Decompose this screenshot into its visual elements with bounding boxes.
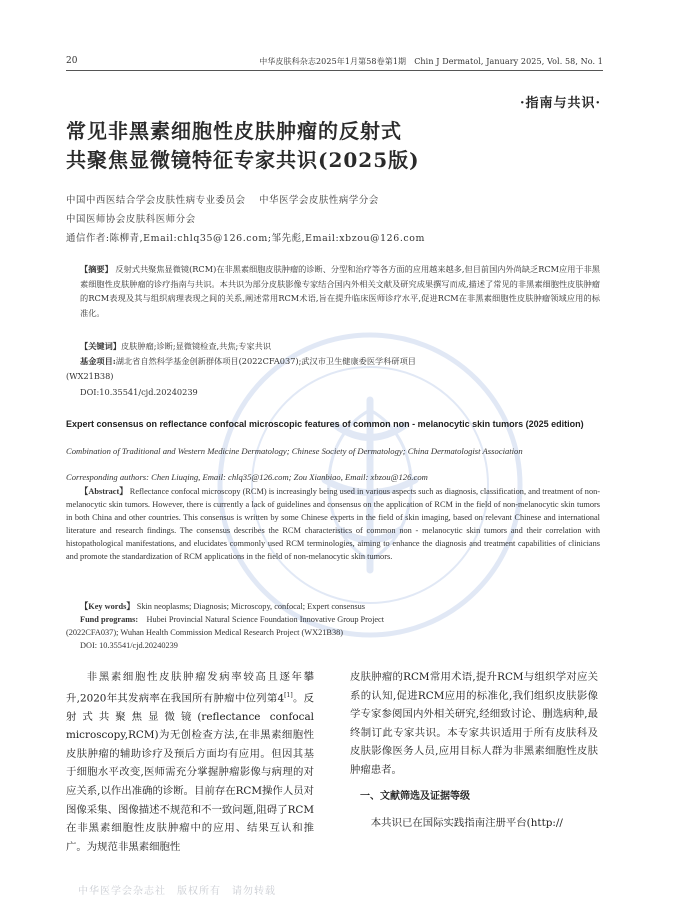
body-column-right bbox=[350, 668, 598, 833]
english-abstract-text: Reflectance confocal microscopy (RCM) is increasingly being used in various aspects such as diagnosis, classification, and treatment of non-melanocytic skin tumors. However, there is currently a lack of guidelines and consensus on the application of RCM in the field of non-melanocytic skin tumors in both China and other countries. This consensus is written by some Chinese experts in the field of skin imaging, based on relevant Chinese and international literature and research findings. The consensus describes the RCM characteristics of common non - melanocytic skin tumors and their correlation with histopathological manifestations, and elucidates commonly used RCM terminologies, aiming to enhance the diagnosis and treatment capabilities of clinicians and promote the standardization of RCM applications in the field of non-melanocytic skin tumors. bbox=[66, 487, 600, 562]
reference-marker: [1] bbox=[284, 691, 293, 699]
fund-cn-cont: (WX21B38) bbox=[66, 371, 114, 381]
page-number: 20 bbox=[66, 56, 78, 66]
body-column-left bbox=[66, 668, 314, 856]
fund-cn bbox=[80, 355, 600, 368]
article-title bbox=[66, 117, 586, 175]
running-head: 中华皮肤科杂志2025年1月第58卷第1期 Chin J Dermatol, January 2025, Vol. 58, No. 1 bbox=[259, 57, 603, 66]
header-rule bbox=[66, 70, 603, 71]
abstract-cn-text: 反射式共聚焦显微镜(RCM)在非黑素细胞皮肤肿瘤的诊断、分型和治疗等各方面的应用越来越多,但目前国内外尚缺乏RCM应用于非黑素细胞性皮肤肿瘤的诊疗指南与共识。本共识为部分皮肤影像专家结合国内外相关文献及研究成果撰写而成,描述了常见的非黑素细胞性皮肤肿瘤的RCM表现及其与组织病理表现之间的关系,阐述常用RCM术语,旨在提升临床医师诊疗水平,促进RCM在非黑素细胞性皮肤肿瘤领域应用的标准化。 bbox=[80, 264, 600, 318]
doi-cn: DOI:10.35541/cjd.20240239 bbox=[80, 387, 198, 397]
english-title: Expert consensus on reflectance confocal microscopic features of common non - melanocytic skin tumors (2025 edition) bbox=[66, 419, 584, 429]
affiliation-line-2: 中国医师协会皮肤科医师分会 bbox=[66, 214, 196, 225]
corresponding-authors: 通信作者:陈柳青,Email:chlq35@126.com;邹先彪,Email:xbzou@126.com bbox=[66, 233, 425, 244]
english-abstract-label: 【Abstract】 bbox=[80, 487, 128, 496]
english-affiliation: Combination of Traditional and Western Medicine Dermatology; Chinese Society of Dermatology; China Dermatologist Association bbox=[66, 446, 523, 456]
intro-paragraph bbox=[66, 668, 314, 856]
english-corresponding: Corresponding authors: Chen Liuqing, Email: chlq35@126.com; Zou Xianbiao, Email: xbzou@126.com bbox=[66, 472, 428, 482]
intro-continuation: 皮肤肿瘤的RCM常用术语,提升RCM与组织学对应关系的认知,促进RCM应用的标准化,我们组织皮肤影像学专家参阅国内外相关研究,经细致讨论、删选病种,最终制订此专家共识。本专家共识适用于所有皮肤科及皮肤影像医务人员,应用目标人群为非黑素细胞性皮肤肿瘤患者。 bbox=[350, 671, 598, 776]
english-keywords bbox=[80, 600, 600, 613]
english-fund-cont: (2022CFA037); Wuhan Health Commission Medical Research Project (WX21B38) bbox=[66, 628, 344, 637]
footer-watermark: 中华医学会杂志社 版权所有 请勿转载 bbox=[78, 886, 276, 897]
fund-cn-label: 基金项目: bbox=[80, 356, 116, 366]
keywords-cn-label: 【关键词】 bbox=[80, 341, 121, 351]
section-1-text: 本共识已在国际实践指南注册平台(http:// bbox=[370, 817, 563, 830]
english-abstract bbox=[66, 485, 600, 564]
keywords-cn bbox=[80, 340, 600, 353]
keywords-cn-text: 皮肤肿瘤;诊断;显微镜检查,共焦;专家共识 bbox=[120, 341, 272, 351]
english-fund-text: Hubei Provincial Natural Science Foundation Innovative Group Project bbox=[146, 615, 385, 624]
title-line-2: 共聚焦显微镜特征专家共识(2025版) bbox=[66, 148, 420, 172]
intro-text-b: 。反射式共聚焦显微镜(reflectance confocal microscopy,RCM)为无创检查方法,在非黑素细胞性皮肤肿瘤的辅助诊疗及预后方面均有应用。但因其基于细胞水平改变,医师需充分掌握肿瘤影像与病理的对应关系,以作出准确的诊断。目前存在RCM操作人员对图像采集、图像描述不规范和不一致问题,阻碍了RCM在非黑素细胞性皮肤肿瘤中的应用、结果互认和推广。为规范非黑素细胞性 bbox=[66, 692, 315, 853]
english-keywords-text: Skin neoplasms; Diagnosis; Microscopy, confocal; Expert consensus bbox=[136, 602, 365, 611]
section-heading-1: 一、文献筛选及证据等级 bbox=[360, 790, 470, 802]
abstract-cn bbox=[80, 262, 600, 320]
english-keywords-label: 【Key words】 bbox=[80, 602, 135, 611]
intro-text-a: 非黑素细胞性皮肤肿瘤发病率较高且逐年攀升,2020年其发病率在我国所有肿瘤中位列第4 bbox=[66, 671, 314, 705]
english-fund-label: Fund programs: bbox=[80, 615, 139, 624]
abstract-cn-label: 【摘要】 bbox=[80, 264, 113, 274]
title-line-1: 常见非黑素细胞性皮肤肿瘤的反射式 bbox=[66, 119, 402, 143]
section-tag: ·指南与共识· bbox=[519, 96, 601, 111]
fund-cn-text: 湖北省自然科学基金创新群体项目(2022CFA037);武汉市卫生健康委医学科研项目 bbox=[115, 356, 416, 366]
english-doi: DOI: 10.35541/cjd.20240239 bbox=[80, 641, 178, 650]
english-fund bbox=[80, 613, 600, 626]
affiliation-line-1: 中国中西医结合学会皮肤性病专业委员会 中华医学会皮肤性病学分会 bbox=[66, 195, 379, 206]
